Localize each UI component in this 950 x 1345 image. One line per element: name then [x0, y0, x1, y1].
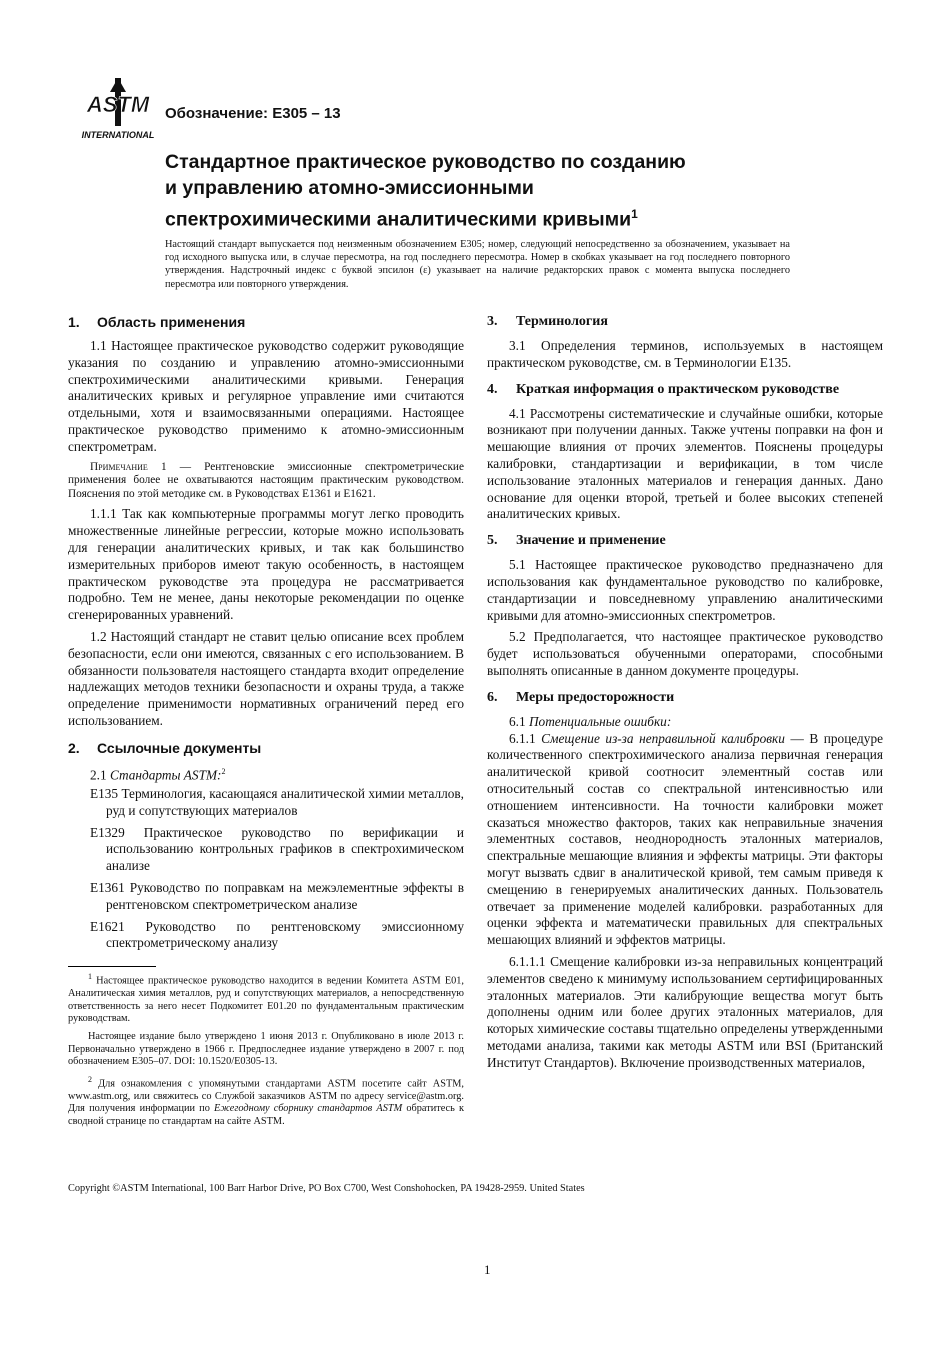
right-column	[487, 313, 883, 1076]
footnote-divider	[68, 966, 156, 967]
reference-item: E1361 Руководство по поправкам на межэлементные эффекты в рентгеновском спектрометрическом анализе	[90, 879, 464, 912]
paragraph-1-1-1: 1.1.1 Так как компьютерные программы могут легко проводить множественные линейные регрессии, которые можно использовать для генерации аналитических кривых, и так как большинство измерительных приборов имеют такую особенность, в настоящем практическом руководстве эта процедура не рассматривается подробно. Тем не менее, даны некоторые рекомендации по оценке сгенерированных уравнений.	[68, 506, 464, 623]
astm-logo	[78, 76, 158, 142]
section-4-heading: 4. Краткая информация о практическом руководстве	[487, 381, 840, 397]
footnote-1-approval: Настоящее издание было утверждено 1 июня 2013 г. Опубликовано в июле 2013 г. Первоначально утверждено в 1966 г. Предпоследнее издание утверждено в 2007 г. под обозначением E305–07. DOI: 10.1520/E0305-13.	[68, 1030, 464, 1068]
footnote-2: $^2$ Для ознакомления с упомянутыми стандартами ASTM посетите сайт ASTM, www.astm.org, или свяжитесь со Службой заказчиков ASTM по адресу service@astm.org. Для получения информации по Ежегодному сборнику стандартов ASTM обратитесь к сводной странице по стандартам на сайте ASTM.	[68, 1074, 464, 1127]
astm-logo-icon	[78, 76, 158, 142]
reference-item: E1329 Практическое руководство по верификации и использованию контрольных графиков в спектрохимическом анализе	[90, 824, 464, 874]
document-title: Стандартное практическое руководство по созданию и управлению атомно-эмиссионными спектрохимическими аналитическими кривыми$^1$	[165, 151, 686, 231]
left-column	[68, 313, 464, 1133]
paragraph-2-1: 2.1 Стандарты ASTM:$^2$	[90, 766, 226, 783]
paragraph-3-1: 3.1 Определения терминов, используемых в настоящем практическом руководстве, см. в Терминологии E135.	[487, 338, 883, 370]
reference-list	[68, 786, 464, 952]
section-2-heading: 2. Ссылочные документы	[68, 739, 262, 756]
reference-item: E1621 Руководство по рентгеновскому эмиссионному спектрометрическому анализу	[90, 918, 464, 951]
paragraph-6-1-1: 6.1.1 Смещение из-за неправильной калибровки — В процедуре количественного спектрохимического анализа первичная генерация аналитической кривой соотносит элементный состав или относительный состав со спектральной интенсивностью или отношением интенсивности. На точности калибровки может сказаться множество факторов, таких как неправильные значения элементных составов, неоднородность эталонных материалов, спектральные мешающие влияния и эффекты матрицы. Эти факторы могут вызвать сдвиг в аналитической кривой, тем самым приведя к смещению в генерируемых аналитических данных. Пользователь отвечает за применение моделей калибровки. разработанных для оценки эффекта и математически правильных для спектральных мешающих влияний и эффектов матрицы.	[487, 730, 883, 948]
paragraph-5-2: 5.2 Предполагается, что настоящее практическое руководство будет использоваться обученными операторами, способными выполнять описанные в данном документе процедуры.	[487, 629, 883, 678]
reference-item: E135 Терминология, касающаяся аналитической химии металлов, руд и сопутствующих материалов	[90, 785, 464, 818]
paragraph-4-1: 4.1 Рассмотрены систематические и случайные ошибки, которые возникают при получении данных. Также учтены поправки на фон и мешающие влияния от прочих элементов. Пояснены процедуры калибровки, стандартизации и верификации, в том числе использование эталонных материалов и генерация данных. Дано основание для оценки второй, третьей и более высоких степеней аналитических кривых.	[487, 405, 883, 522]
intro-paragraph: Настоящий стандарт выпускается под неизменным обозначением E305; номер, следующий непосредственно за обозначением, указывает на год исходного выпуска или, в случае пересмотра, на год последнего пересмотра. Номер в скобках указывает на год последнего повторного утверждения. Надстрочный индекс с буквой эпсилон (ε) указывает на наличие редакторских правок с момента выпуска последнего пересмотра или повторного утверждения.	[165, 239, 790, 290]
paragraph-5-1: 5.1 Настоящее практическое руководство предназначено для использования как фундаментальное руководство по калибровке, стандартизации и повседневному управлению аналитическими кривыми для атомно-эмиссионных спектрометров.	[487, 557, 883, 623]
note-1: Примечание 1 — Рентгеновские эмиссионные спектрометрические применения более не охватываются настоящим практическим руководством. Пояснения по этой методике см. в Руководствах E1361 и E1621.	[68, 460, 464, 500]
footnote-1: $^1$ Настоящее практическое руководство находится в ведении Комитета ASTM E01, Аналитическая химия металлов, руд и сопутствующих материалов, а непосредственную ответственность за него несет Подкомитет E01.20 по фундаментальным практическим руководствам.	[68, 972, 464, 1025]
logo-subtext: INTERNATIONAL	[81, 130, 155, 140]
paragraph-6-1-1-1: 6.1.1.1 Смещение калибровки из-за неправильных концентраций элементов сведено к минимуму использованием сертифицированных эталонных материалов. Эти калибрующие вещества могут быть дополнены одним или более других эталонных материалов, для которых химические составы тщательно определены утвержденными методами анализа, такими как методы ASTM или BSI (Британский Институт Стандартов). Включение производственных материалов,	[487, 953, 883, 1070]
section-1-heading: 1. Область применения	[68, 314, 246, 330]
section-6-heading: 6. Меры предосторожности	[487, 689, 675, 705]
footnotes	[68, 966, 464, 1128]
paragraph-1-1: 1.1 Настоящее практическое руководство содержит руководящие указания по созданию и управлению атомно-эмиссионными спектрохимическими аналитическими кривыми. Генерация аналитических кривых и регулярное управление ими считаются отдельными, хотя и взаимосвязанными операциями. Настоящее практическое руководство применимо к атомно-эмиссионным спектрометрам.	[68, 338, 464, 454]
paragraph-1-2: 1.2 Настоящий стандарт не ставит целью описание всех проблем безопасности, если они имеются, связанных с его использованием. В обязанности пользователя настоящего стандарта входит определение надлежащих методов техники безопасности и охраны труда, а также определение применимости нормативных ограничений перед его использованием.	[68, 628, 464, 728]
copyright-notice: Copyright ©ASTM International, 100 Barr Harbor Drive, PO Box C700, West Conshohocken, PA 19428-2959. United States	[68, 1183, 585, 1194]
page-number: 1	[484, 1262, 491, 1277]
section-3-heading: 3. Терминология	[487, 314, 608, 329]
paragraph-6-1: 6.1 Потенциальные ошибки:	[509, 713, 672, 729]
section-5-heading: 5. Значение и применение	[487, 533, 666, 549]
designation: Обозначение: E305 – 13	[165, 105, 341, 122]
logo-text: ASTM	[86, 92, 150, 117]
